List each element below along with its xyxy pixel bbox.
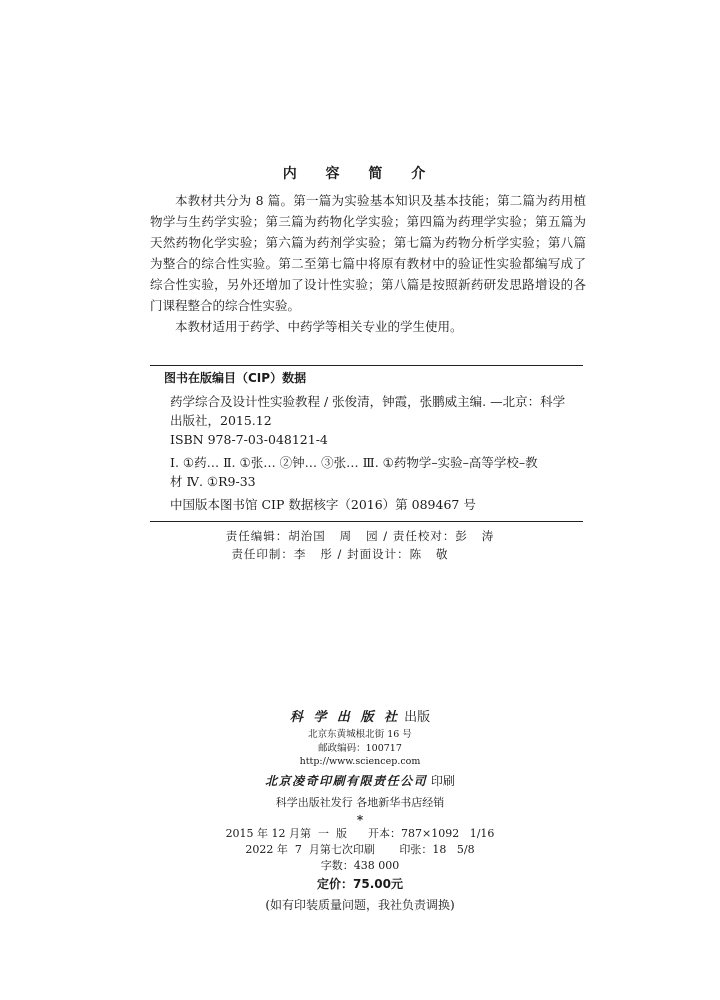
separator-star: *	[356, 812, 364, 827]
publisher-name: 科 学 出 版 社	[289, 710, 400, 725]
cip-block	[164, 369, 583, 514]
cip-subject-line: 材 Ⅳ. ①R9-33	[170, 474, 256, 489]
publisher-suffix: 出版	[399, 710, 431, 725]
cip-title-line: 药学综合及设计性实验教程 / 张俊清，钟霞，张鹏威主编. —北京：科学	[170, 394, 566, 409]
summary-title: 内 容 简 介	[282, 166, 438, 182]
cip-top-rule	[150, 365, 583, 366]
printer-line	[0, 770, 720, 792]
summary-body	[150, 190, 586, 337]
summary-paragraph: 本教材共分为 8 篇。第一篇为实验基本知识及基本技能；第二篇为药用植物学与生药学实验；第三篇为药物化学实验；第四篇为药理学实验；第五篇为天然药物化学实验；第六篇为药剂学实验；第七篇为药物分析学实验；第八篇为整合的综合性实验。第二至第七篇中将原有教材中的验证性实验都编写成了综合性实验，另外还增加了设计性实验；第八篇是按照新药研发思路增设的各门课程整合的综合性实验。	[150, 193, 586, 313]
edition-info	[0, 826, 720, 874]
printing-line: 2022 年 7 月第七次印刷 印张：18 5/8	[245, 842, 475, 856]
word-count: 字数：438 000	[320, 858, 400, 872]
edition-line: 2015 年 12 月第 一 版 开本：787×1092 1/16	[225, 826, 495, 840]
cip-subject-line: Ⅰ. ①药… Ⅱ. ①张… ②钟… ③张… Ⅲ. ①药物学–实验–高等学校–教	[170, 455, 538, 470]
cip-title-line: 出版社，2015.12	[170, 413, 272, 428]
printer-suffix: 印刷	[427, 773, 455, 788]
cip-library-line: 中国版本图书馆 CIP 数据核字（2016）第 089467 号	[170, 497, 476, 512]
imprint	[0, 708, 720, 916]
staff-line-print-cover: 责任印制：李 彤 / 封面设计：陈 敬	[231, 547, 449, 561]
summary-paragraph: 本教材适用于药学、中药学等相关专业的学生使用。	[175, 319, 463, 334]
cip-isbn: ISBN 978-7-03-048121-4	[170, 432, 328, 447]
quality-note: (如有印装质量问题，我社负责调换)	[265, 897, 455, 912]
publisher-postcode: 邮政编码：100717	[318, 742, 402, 754]
publisher-address: 北京东黄城根北街 16 号	[308, 729, 412, 740]
distribution-line: 科学出版社发行 各地新华书店经销	[275, 795, 445, 809]
price: 定价：75.00元	[317, 876, 403, 891]
staff-line-editors: 责任编辑：胡治国 周 园 / 责任校对：彭 涛	[225, 529, 495, 543]
printer-name: 北京凌奇印刷有限责任公司	[265, 773, 428, 788]
publisher-url: http://www.sciencep.com	[299, 756, 421, 767]
staff-credits	[0, 527, 720, 563]
publisher-line	[0, 708, 720, 728]
cip-heading: 图书在版编目（CIP）数据	[164, 371, 307, 385]
cip-bottom-rule	[150, 521, 583, 522]
